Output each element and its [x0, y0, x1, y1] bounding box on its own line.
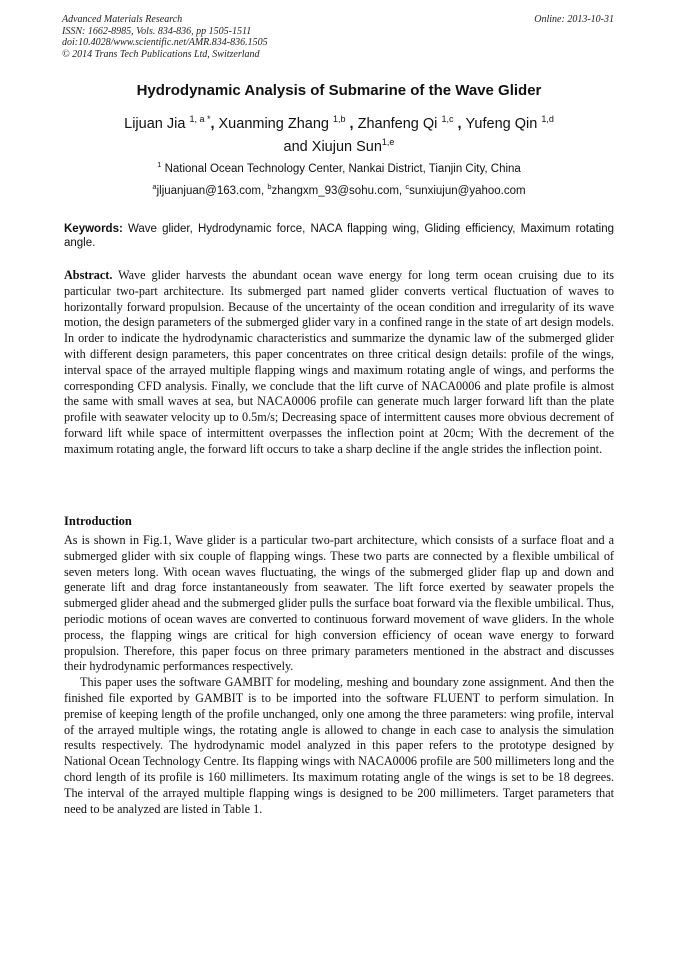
affiliation-text: National Ocean Technology Center, Nankai District, Tianjin City, China [164, 163, 521, 175]
author-name: Yufeng Qin [465, 116, 538, 132]
author-affiliation-mark: 1,b [332, 114, 346, 124]
journal-name: Advanced Materials Research [62, 14, 183, 25]
email-mark: a [152, 182, 157, 191]
paragraph: As is shown in Fig.1, Wave glider is a particular two-part architecture, which consists of a surface float and a submerged glider with six couple of flapping wings. These two parts are connected by a flexible umbilical of seven meters long. With ocean waves fluctuating, the wings of the submerged glider flap up and down and generate lift and drag force instantaneously from seawater. The lift force exerted by seawater propels the submerged glider ahead and the submerged glider pulls the surface boat forward via the flexible umbilical. Thus, periodic motions of ocean waves are converted to continuous forward movement of wave gliders. In the whole process, the flapping wings are critical for high conversion efficiency of ocean wave energy to forward propulsion. Therefore, this paper focus on three primary parameters mentioned in the abstract and discusses their hydrodynamic performances respectively. [64, 533, 614, 674]
paragraph: This paper uses the software GAMBIT for modeling, meshing and boundary zone assignment. And then the finished file exported by GAMBIT is to be imported into the software FLUENT to perform simulation. In premise of keeping length of the profile unchanged, only one among the three parameters: wing profile, interval of the arrayed multiple wings, the rotating angle is allowed to change in each case to analysis the simulation results respectively. The hydrodynamic model analyzed in this paper refers to the prototype designed by National Ocean Technology Centre. Its flapping wings with NACA0006 profile are 500 millimeters long and the chord length of its profile is 160 millimeters. Its maximum rotating angle of the wings is set to be 18 degrees. The interval of the arrayed multiple flapping wings is designed to be 200 millimeters. Target parameters that need to be analyzed are listed in Table 1. [64, 675, 614, 816]
author-name: Lijuan Jia [124, 116, 186, 132]
copyright-line: © 2014 Trans Tech Publications Ltd, Switzerland [62, 48, 260, 60]
author-affiliation-mark: 1,c [441, 114, 454, 124]
email-list [0, 182, 678, 197]
author-name: Zhanfeng Qi [357, 116, 438, 132]
affiliation [0, 160, 678, 175]
section-heading-introduction: Introduction [64, 514, 132, 528]
issn-line: ISSN: 1662-8985, Vols. 834-836, pp 1505-1511 [62, 25, 252, 37]
keywords-text: Wave glider, Hydrodynamic force, NACA flapping wing, Gliding efficiency, Maximum rotating angle. [64, 223, 615, 249]
keywords [64, 222, 614, 250]
abstract [64, 268, 614, 458]
email-mark: c [405, 182, 410, 191]
introduction-body [64, 533, 614, 817]
email-link[interactable]: sunxiujun@yahoo.com [409, 185, 526, 197]
doi-line: doi:10.4028/www.scientific.net/AMR.834-836.1505 [62, 37, 268, 48]
email-link[interactable]: zhangxm_93@sohu.com, [271, 185, 403, 197]
affiliation-mark: 1 [157, 160, 162, 169]
online-date: Online: 2013-10-31 [534, 14, 614, 25]
author-list: Lijuan Jia $^{1, a *}$, Xuanming Zhang $^{1,b}$ , Zhanfeng Qi $^{1,c}$ , Yufeng Qin $^{1,d}$ and Xiujun Sun$^{1,e}$ [124, 114, 554, 155]
abstract-label: Abstract. [64, 268, 113, 282]
author-name: Xiujun Sun [311, 139, 382, 155]
author-affiliation-mark: 1,e [381, 137, 395, 147]
author-affiliation-mark: 1,d [541, 114, 554, 124]
email-mark: b [267, 182, 272, 191]
abstract-text: Wave glider harvests the abundant ocean wave energy for long term ocean cruising due to its particular two-part architecture. Its submerged part named glider converts vertical fluctuation of waves to horizontally forward propulsion. Because of the uncertainty of the ocean condition and irregularity of its wave motion, the design parameters of the submerged glider vary in a confined range in the state of art design models. In order to indicate the hydrodynamic characteristics and summarize the dynamic law of the submerged glider with different design parameters, this paper concentrates on three critical design details: profile of the wings, interval space of the arrayed multiple flapping wings and maximum rotating angle of wings, and performs the corresponding CFD analysis. Finally, we conclude that the lift curve of NACA0006 and plate profile is almost the same with small waves at sea, but NACA0006 profile can generate much larger forward lift than the plate profile with seawater velocity up to 0.5m/s; Decreasing space of intermittent causes more obvious decrement of forward lift while space of intermittent overpasses the inflection point at 20cm; With the decrement of the maximum rotating angle, the forward lift occurs to take a sharp decline if the angle strides the inflection point. [64, 268, 615, 456]
keywords-label: Keywords: [64, 223, 123, 235]
author-affiliation-mark: 1, a * [189, 114, 211, 124]
journal-header [62, 14, 268, 60]
authors-and: and [283, 139, 308, 155]
author-name: Xuanming Zhang [218, 116, 329, 132]
email-link[interactable]: jljuanjuan@163.com, [156, 185, 265, 197]
paper-title: Hydrodynamic Analysis of Submarine of the Wave Glider [136, 82, 542, 99]
